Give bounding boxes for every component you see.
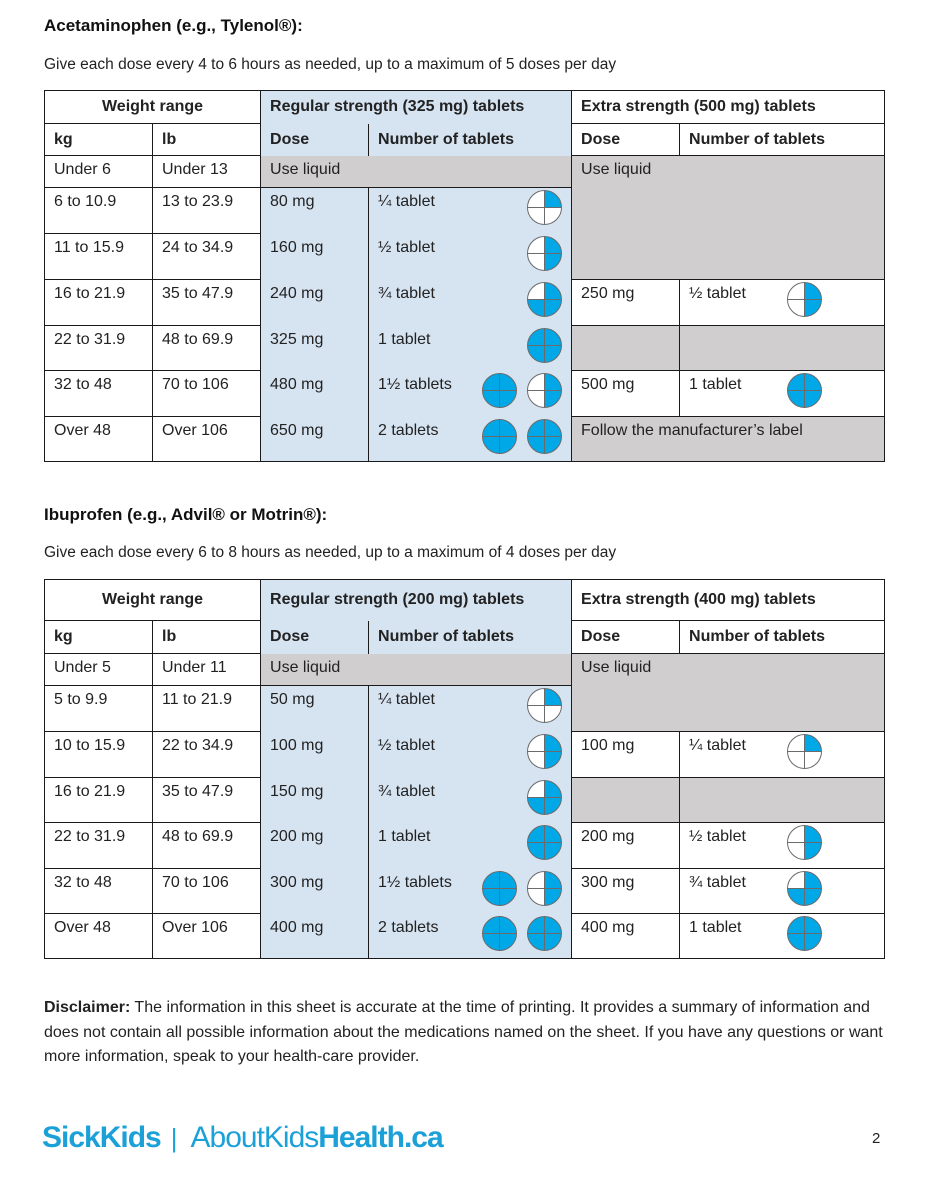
- regular-tablets-label: 2 tablets: [378, 919, 439, 936]
- regular-dose-cell: 50 mg: [261, 686, 369, 732]
- regular-tablets-cell: [369, 778, 572, 823]
- extra-dose-cell: 400 mg: [572, 914, 680, 959]
- disclaimer: [44, 996, 894, 1070]
- header-lb: lb: [153, 621, 261, 654]
- lb-cell: Under 13: [153, 156, 261, 188]
- regular-tablets-label: 2 tablets: [378, 422, 439, 439]
- extra-dose-cell: 100 mg: [572, 732, 680, 778]
- kg-cell: Under 6: [45, 156, 153, 188]
- regular-tablets-cell: [369, 914, 572, 959]
- kg-cell: Over 48: [45, 417, 153, 462]
- extra-tablets-cell: [680, 914, 885, 959]
- tablet-full-icon: [526, 327, 563, 364]
- regular-tablets-cell: [369, 188, 572, 234]
- tablet-full-icon: [481, 372, 518, 409]
- header-kg: kg: [45, 621, 153, 654]
- lb-cell: 70 to 106: [153, 869, 261, 914]
- extra-tablets-cell: [680, 371, 885, 417]
- extra-tablets-label: ¾ tablet: [689, 874, 746, 891]
- header-tablets-extra: Number of tablets: [680, 124, 885, 156]
- regular-tablets-label: ¾ tablet: [378, 783, 435, 800]
- table-row: [45, 417, 885, 462]
- header-tablets-extra: Number of tablets: [680, 621, 885, 654]
- regular-tablets-cell: [369, 732, 572, 778]
- kg-cell: 22 to 31.9: [45, 823, 153, 869]
- header-dose-extra: Dose: [572, 621, 680, 654]
- regular-dose-cell: 300 mg: [261, 869, 369, 914]
- extra-dose-cell: [572, 326, 680, 371]
- regular-dose-cell: 240 mg: [261, 280, 369, 326]
- sickkids-aboutkidshealth-logo[interactable]: [42, 1118, 443, 1158]
- regular-dose-cell: Use liquid: [261, 156, 572, 188]
- extra-dose-cell: 500 mg: [572, 371, 680, 417]
- tablet-three-quarter-icon: [526, 779, 563, 816]
- regular-tablets-label: 1 tablet: [378, 331, 431, 348]
- tablet-full-icon: [526, 418, 563, 455]
- regular-tablets-label: 1½ tablets: [378, 376, 452, 393]
- header-weight-range: Weight range: [45, 91, 261, 124]
- header-tablets-regular: Number of tablets: [369, 124, 572, 156]
- logo-aboutkids: AboutKids: [190, 1121, 319, 1154]
- regular-dose-cell: 650 mg: [261, 417, 369, 462]
- lb-cell: Under 11: [153, 654, 261, 686]
- tablet-full-icon: [786, 915, 823, 952]
- extra-tablets-label: ½ tablet: [689, 285, 746, 302]
- kg-cell: 6 to 10.9: [45, 188, 153, 234]
- header-extra-strength: Extra strength (400 mg) tablets: [572, 580, 885, 621]
- header-kg: kg: [45, 124, 153, 156]
- extra-tablets-label: ¼ tablet: [689, 737, 746, 754]
- regular-dose-cell: Use liquid: [261, 654, 572, 686]
- regular-tablets-cell: [369, 686, 572, 732]
- section-title-acetaminophen: Acetaminophen (e.g., Tylenol®):: [44, 16, 303, 35]
- extra-tablets-cell: [680, 778, 885, 823]
- logo-separator: |: [170, 1122, 177, 1153]
- lb-cell: Over 106: [153, 417, 261, 462]
- extra-dose-cell: Follow the manufacturer’s label: [572, 417, 885, 462]
- lb-cell: 48 to 69.9: [153, 823, 261, 869]
- tablet-three-quarter-icon: [526, 281, 563, 318]
- extra-tablets-cell: [680, 326, 885, 371]
- extra-dose-cell: 250 mg: [572, 280, 680, 326]
- regular-tablets-cell: [369, 869, 572, 914]
- tablet-half-icon: [526, 372, 563, 409]
- section-subtitle-ibuprofen: Give each dose every 6 to 8 hours as needed, up to a maximum of 4 doses per day: [44, 544, 617, 561]
- disclaimer-label: Disclaimer:: [44, 999, 131, 1016]
- regular-dose-cell: 200 mg: [261, 823, 369, 869]
- regular-tablets-cell: [369, 823, 572, 869]
- lb-cell: 13 to 23.9: [153, 188, 261, 234]
- tablet-half-icon: [526, 870, 563, 907]
- ibuprofen-dosing-table: [44, 579, 885, 959]
- lb-cell: 48 to 69.9: [153, 326, 261, 371]
- kg-cell: 22 to 31.9: [45, 326, 153, 371]
- regular-tablets-label: ½ tablet: [378, 737, 435, 754]
- extra-tablets-label: 1 tablet: [689, 919, 742, 936]
- table-row: [45, 732, 885, 778]
- kg-cell: 16 to 21.9: [45, 778, 153, 823]
- regular-dose-cell: 150 mg: [261, 778, 369, 823]
- extra-dose-cell: 300 mg: [572, 869, 680, 914]
- lb-cell: 35 to 47.9: [153, 778, 261, 823]
- header-regular-strength: Regular strength (200 mg) tablets: [261, 580, 572, 621]
- extra-tablets-label: 1 tablet: [689, 376, 742, 393]
- table-row: [45, 823, 885, 869]
- tablet-full-icon: [481, 915, 518, 952]
- header-dose-regular: Dose: [261, 621, 369, 654]
- tablet-half-icon: [526, 235, 563, 272]
- tablet-quarter-icon: [526, 687, 563, 724]
- tablet-full-icon: [481, 418, 518, 455]
- kg-cell: Over 48: [45, 914, 153, 959]
- logo-health: Health.ca: [318, 1121, 443, 1154]
- table-row: [45, 326, 885, 371]
- regular-tablets-label: 1 tablet: [378, 828, 431, 845]
- lb-cell: 24 to 34.9: [153, 234, 261, 280]
- header-dose-regular: Dose: [261, 124, 369, 156]
- regular-dose-cell: 400 mg: [261, 914, 369, 959]
- table-row: [45, 156, 885, 188]
- kg-cell: 5 to 9.9: [45, 686, 153, 732]
- tablet-quarter-icon: [526, 189, 563, 226]
- table-row: [45, 371, 885, 417]
- tablet-full-icon: [786, 372, 823, 409]
- regular-dose-cell: 480 mg: [261, 371, 369, 417]
- acetaminophen-dosing-table: [44, 90, 885, 462]
- extra-dose-cell: [572, 778, 680, 823]
- extra-tablets-cell: [680, 823, 885, 869]
- kg-cell: Under 5: [45, 654, 153, 686]
- lb-cell: 35 to 47.9: [153, 280, 261, 326]
- table-row: [45, 914, 885, 959]
- regular-tablets-cell: [369, 417, 572, 462]
- regular-tablets-cell: [369, 280, 572, 326]
- section-subtitle-acetaminophen: Give each dose every 4 to 6 hours as needed, up to a maximum of 5 doses per day: [44, 56, 617, 73]
- tablet-half-icon: [786, 281, 823, 318]
- extra-dose-cell: 200 mg: [572, 823, 680, 869]
- tablet-full-icon: [526, 824, 563, 861]
- extra-tablets-cell: [680, 869, 885, 914]
- regular-tablets-cell: [369, 371, 572, 417]
- header-regular-strength: Regular strength (325 mg) tablets: [261, 91, 572, 124]
- header-weight-range: Weight range: [45, 580, 261, 621]
- lb-cell: 22 to 34.9: [153, 732, 261, 778]
- table-row: [45, 654, 885, 686]
- header-lb: lb: [153, 124, 261, 156]
- extra-tablets-cell: [680, 732, 885, 778]
- regular-tablets-cell: [369, 326, 572, 371]
- extra-tablets-cell: [680, 280, 885, 326]
- regular-tablets-label: ¼ tablet: [378, 691, 435, 708]
- lb-cell: 70 to 106: [153, 371, 261, 417]
- header-dose-extra: Dose: [572, 124, 680, 156]
- regular-tablets-label: ½ tablet: [378, 239, 435, 256]
- regular-tablets-label: ¾ tablet: [378, 285, 435, 302]
- logo-sickkids: SickKids: [42, 1121, 161, 1154]
- regular-tablets-label: 1½ tablets: [378, 874, 452, 891]
- section-title-ibuprofen: Ibuprofen (e.g., Advil® or Motrin®):: [44, 505, 328, 524]
- extra-tablets-label: ½ tablet: [689, 828, 746, 845]
- table-row: [45, 869, 885, 914]
- regular-dose-cell: 160 mg: [261, 234, 369, 280]
- kg-cell: 16 to 21.9: [45, 280, 153, 326]
- kg-cell: 11 to 15.9: [45, 234, 153, 280]
- kg-cell: 32 to 48: [45, 869, 153, 914]
- kg-cell: 32 to 48: [45, 371, 153, 417]
- regular-dose-cell: 325 mg: [261, 326, 369, 371]
- kg-cell: 10 to 15.9: [45, 732, 153, 778]
- regular-tablets-label: ¼ tablet: [378, 193, 435, 210]
- extra-dose-cell: Use liquid: [572, 654, 885, 732]
- regular-dose-cell: 80 mg: [261, 188, 369, 234]
- tablet-half-icon: [786, 824, 823, 861]
- tablet-quarter-icon: [786, 733, 823, 770]
- tablet-half-icon: [526, 733, 563, 770]
- tablet-full-icon: [481, 870, 518, 907]
- table-row: [45, 280, 885, 326]
- page-number: 2: [872, 1130, 881, 1147]
- lb-cell: Over 106: [153, 914, 261, 959]
- lb-cell: 11 to 21.9: [153, 686, 261, 732]
- regular-tablets-cell: [369, 234, 572, 280]
- disclaimer-text: The information in this sheet is accurate at the time of printing. It provides a summary of information and does not contain all possible information about the medications named on the sheet. If you have any questions or want more information, speak to your health-care provider.: [44, 999, 883, 1065]
- tablet-three-quarter-icon: [786, 870, 823, 907]
- table-row: [45, 778, 885, 823]
- tablet-full-icon: [526, 915, 563, 952]
- extra-dose-cell: Use liquid: [572, 156, 885, 280]
- regular-dose-cell: 100 mg: [261, 732, 369, 778]
- header-extra-strength: Extra strength (500 mg) tablets: [572, 91, 885, 124]
- header-tablets-regular: Number of tablets: [369, 621, 572, 654]
